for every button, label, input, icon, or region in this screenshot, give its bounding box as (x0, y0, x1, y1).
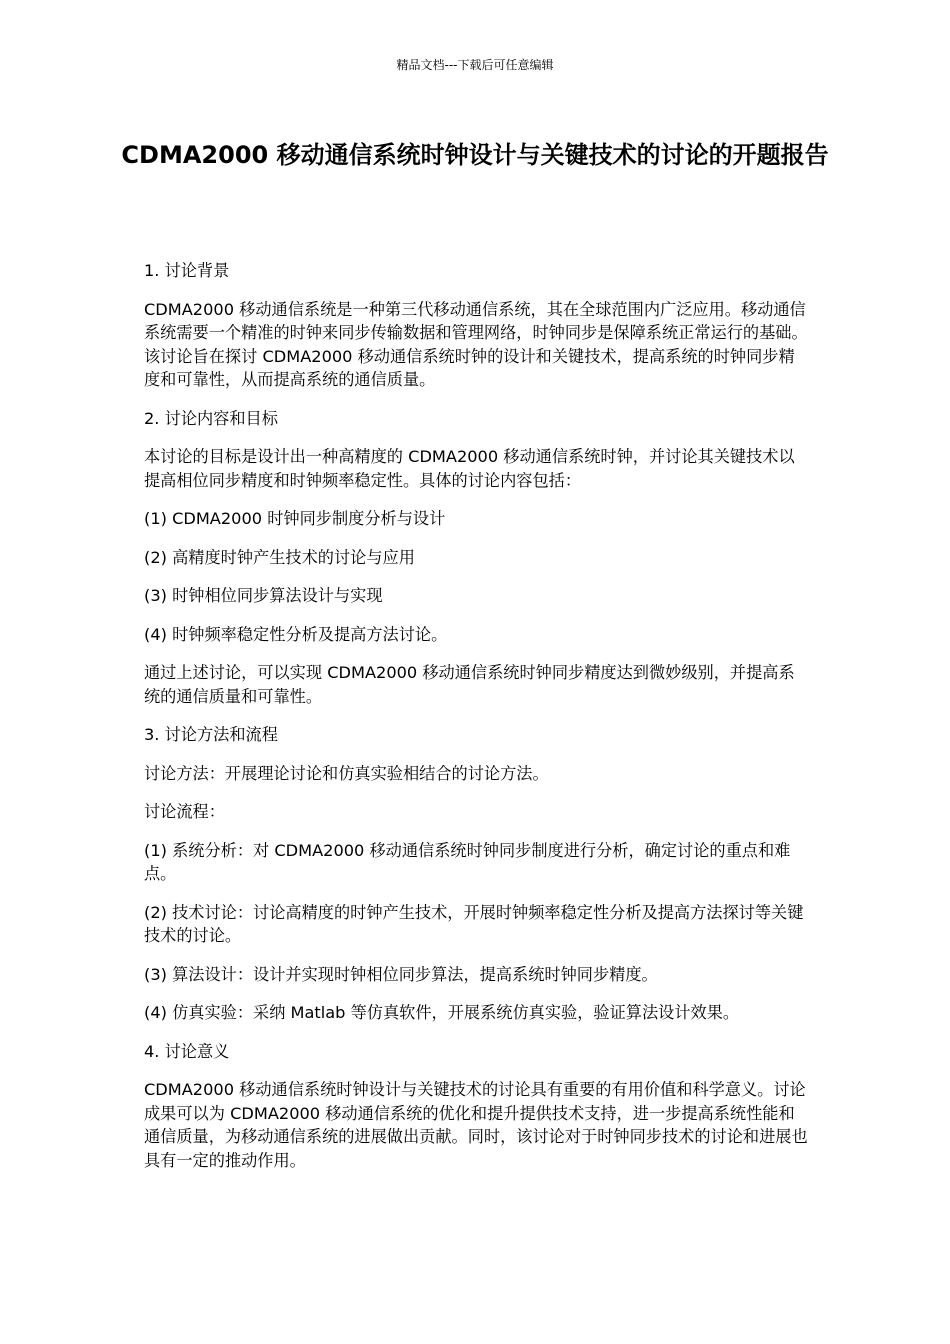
list-item-process-1: (1) 系统分析：对 CDMA2000 移动通信系统时钟同步制度进行分析，确定讨论的重点和难点。 (144, 840, 791, 883)
list-item-content-1: (1) CDMA2000 时钟同步制度分析与设计 (144, 509, 446, 528)
section-heading-background: 1. 讨论背景 (144, 261, 230, 280)
list-item-process-2: (2) 技术讨论：讨论高精度的时钟产生技术，开展时钟频率稳定性分析及提高方法探讨等关键技术的讨论。 (144, 902, 804, 945)
list-item-process-3: (3) 算法设计：设计并实现时钟相位同步算法，提高系统时钟同步精度。 (144, 964, 658, 984)
paragraph-methods: 讨论方法：开展理论讨论和仿真实验相结合的讨论方法。 (144, 763, 549, 783)
paragraph-significance: CDMA2000 移动通信系统时钟设计与关键技术的讨论具有重要的有用价值和科学意义。讨论成果可以为 CDMA2000 移动通信系统的优化和提升提供技术支持，进一步提高系统性能和通信质量，为移动通信系统的进展做出贡献。同时，该讨论对于时钟同步技术的讨论和进展也具有一定的推动作用。 (144, 1080, 808, 1170)
document-title: CDMA2000 移动通信系统时钟设计与关键技术的讨论的开题报告 (121, 141, 829, 169)
list-item-content-3: (3) 时钟相位同步算法设计与实现 (144, 586, 383, 605)
list-item-content-2: (2) 高精度时钟产生技术的讨论与应用 (144, 547, 415, 567)
paragraph-expected-results: 通过上述讨论，可以实现 CDMA2000 移动通信系统时钟同步精度达到微妙级别，并提高系统的通信质量和可靠性。 (144, 663, 795, 706)
page-header: 精品文档---下载后可任意编辑 (396, 58, 554, 72)
paragraph-background: CDMA2000 移动通信系统是一种第三代移动通信系统，其在全球范围内广泛应用。移动通信系统需要一个精准的时钟来同步传输数据和管理网络，时钟同步是保障系统正常运行的基础。该讨论旨在探讨 CDMA2000 移动通信系统时钟的设计和关键技术，提高系统的时钟同步精度和可靠性，从而提高系统的通信质量。 (144, 299, 808, 389)
paragraph-process-label: 讨论流程： (144, 802, 225, 821)
document-body (144, 259, 808, 1187)
list-item-content-4: (4) 时钟频率稳定性分析及提高方法讨论。 (144, 624, 448, 644)
section-heading-significance: 4. 讨论意义 (144, 1041, 230, 1061)
section-heading-content-goals: 2. 讨论内容和目标 (144, 408, 278, 428)
section-heading-methods: 3. 讨论方法和流程 (144, 725, 278, 744)
paragraph-goals: 本讨论的目标是设计出一种高精度的 CDMA2000 移动通信系统时钟，并讨论其关键技术以提高相位同步精度和时钟频率稳定性。具体的讨论内容包括： (144, 447, 795, 490)
list-item-process-4: (4) 仿真实验：采纳 Matlab 等仿真软件，开展系统仿真实验，验证算法设计效果。 (144, 1003, 740, 1022)
